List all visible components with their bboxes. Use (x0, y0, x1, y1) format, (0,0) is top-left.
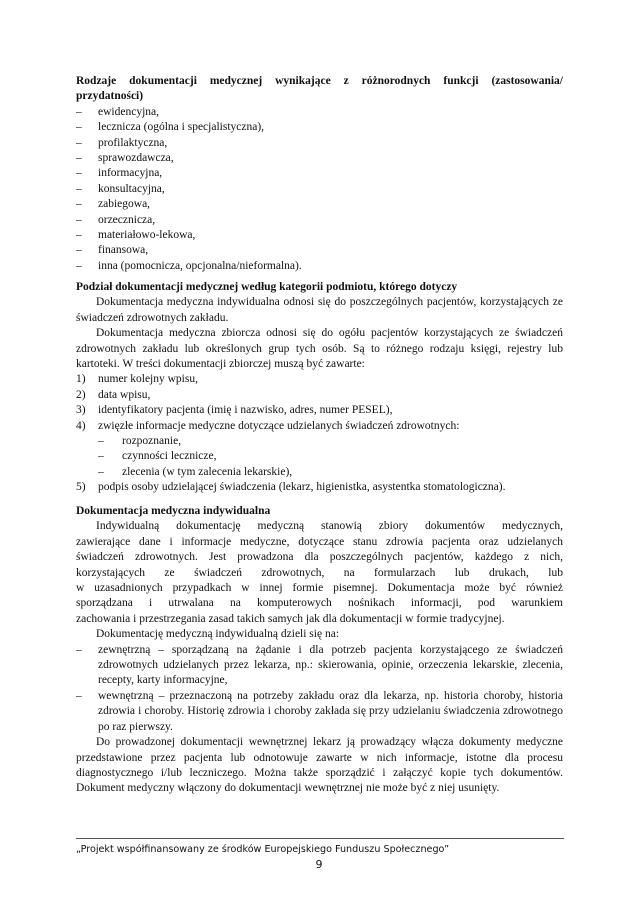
list-item-internal: – wewnętrzną – przeznaczoną na potrzeby zakładu oraz dla lekarza, np. historia choroby, historia zdrowia i choroby. Historię zdrowia i choroby zakłada się przy udzielaniu świadczenia zdrowotnego po raz pierwszy. (76, 689, 563, 735)
item-number: 3) (76, 404, 86, 417)
text-line: sporządzana i utrwalana na komputerowych nośnikach informacji, pod warunkiem (76, 597, 563, 610)
item-text: data wpisu, (98, 388, 151, 401)
section-subject-categories (76, 280, 563, 496)
sublist-item: – czynności lecznicze, (98, 449, 563, 464)
text-line: zawierające dane i informacje medyczne, dotyczące stanu zdrowia pacjenta oraz udzielanych (76, 535, 563, 548)
item-text: identyfikatory pacjenta (imię i nazwisko, adres, numer PESEL), (98, 404, 393, 417)
section-heading-individual: Dokumentacja medyczna indywidualna (76, 505, 271, 517)
item-number: 5) (76, 481, 86, 494)
sublist-item: – rozpoznanie, (98, 434, 563, 449)
list-item: – zabiegowa, (76, 197, 563, 212)
paragraph-individual-definition (76, 519, 563, 627)
list-item (76, 372, 563, 387)
text-line: świadczeń zdrowotnych. Jest prowadzona dla poszczególnych pacjentów, każdego z nich, (76, 551, 563, 564)
item-number: 1) (76, 373, 86, 386)
list-item: – konsultacyjna, (76, 182, 563, 197)
division-list (76, 643, 563, 735)
item-number: 4) (76, 419, 86, 432)
list-item: – finansowa, (76, 243, 563, 258)
types-list (76, 105, 563, 274)
list-item: – sprawozdawcza, (76, 151, 563, 166)
medical-info-sublist (76, 434, 563, 480)
text-line: Indywidualną dokumentację medyczną stanowią zbiory dokumentów medycznych, (96, 520, 563, 533)
list-item: – profilaktyczna, (76, 136, 563, 151)
footer-divider (76, 838, 564, 839)
page-number: 9 (315, 858, 323, 871)
list-item (76, 403, 563, 418)
collective-contents-list (76, 372, 563, 495)
list-item: – inna (pomocnicza, opcjonalna/nieformalna). (76, 259, 563, 274)
list-item-external: – zewnętrzną – sporządzaną na żądanie i dla potrzeb pacjenta korzystającego ze świadczeń zdrowotnych udzielanych przez lekarza, np.: skierowania, opinie, orzeczenia lekarskie, zlecenia, recepty, karty informacyjne, (76, 643, 563, 689)
footer-funding-note: „Projekt współfinansowany ze środków Europejskiego Funduszu Społecznego” (76, 844, 450, 855)
list-item (76, 388, 563, 403)
section-individual-documentation (76, 504, 563, 797)
item-number: 2) (76, 388, 86, 401)
paragraph-collective: Dokumentacja medyczna zbiorcza odnosi się do ogółu pacjentów korzystających ze świadczeń zdrowotnych zakładu lub określonych grup tych osób. Są to różnego rodzaju księgi, rejestry lub kartoteki. W treści dokumentacji zbiorczej muszą być zawarte: (76, 327, 563, 371)
list-item: – materiałowo-lekowa, (76, 228, 563, 243)
item-text: zwięzłe informacje medyczne dotyczące udzielanych świadczeń zdrowotnych: (98, 419, 460, 432)
list-item: – ewidencyjna, (76, 105, 563, 120)
text-line: korzystających ze świadczeń zdrowotnych, na formularzach lub drukach, lub (76, 566, 563, 579)
section-heading-subject: Podział dokumentacji medycznej według kategorii podmiotu, którego dotyczy (76, 281, 458, 293)
heading-line-2: przydatności) (76, 90, 144, 103)
list-item (76, 419, 563, 481)
heading-line-1: Rodzaje dokumentacji medycznej wynikające z różnorodnych funkcji (zastosowania/ (76, 75, 563, 87)
list-item: – informacyjna, (76, 166, 563, 181)
list-item (76, 480, 563, 495)
section-heading-types (76, 74, 563, 105)
text-line: w uzasadnionych przypadkach w innej formie pisemnej. Dokumentacja może być również (76, 582, 563, 595)
item-text: numer kolejny wpisu, (98, 373, 198, 386)
list-item: – lecznicza (ogólna i specjalistyczna), (76, 120, 563, 135)
paragraph-individual: Dokumentacja medyczna indywidualna odnosi się do poszczególnych pacjentów, korzystających ze świadczeń zdrowotnych zakładu. (76, 296, 563, 324)
item-text: podpis osoby udzielającej świadczenia (lekarz, higienistka, asystentka stomatologiczna). (98, 481, 506, 494)
text-line: zachowania i przestrzegania zasad takich samych jak dla dokumentacji w formie tradycyjnej. (76, 612, 505, 625)
paragraph-internal-docs: Do prowadzonej dokumentacji wewnętrznej lekarz ją prowadzący włącza dokumenty medyczne przedstawione przez pacjenta lub odnotowuje zawarte w nich informacje, istotne dla procesu diagnostycznego i/lub leczniczego. Można także sporządzić i załączyć kopie tych dokumentów. Dokument medyczny włączony do dokumentacji wewnętrznej nie może być z niej usunięty. (76, 736, 563, 795)
section-types (76, 74, 563, 274)
paragraph-division-intro: Dokumentację medyczną indywidualną dzieli się na: (96, 628, 340, 641)
list-item: – orzecznicza, (76, 213, 563, 228)
sublist-item: – zlecenia (w tym zalecenia lekarskie), (98, 465, 563, 480)
